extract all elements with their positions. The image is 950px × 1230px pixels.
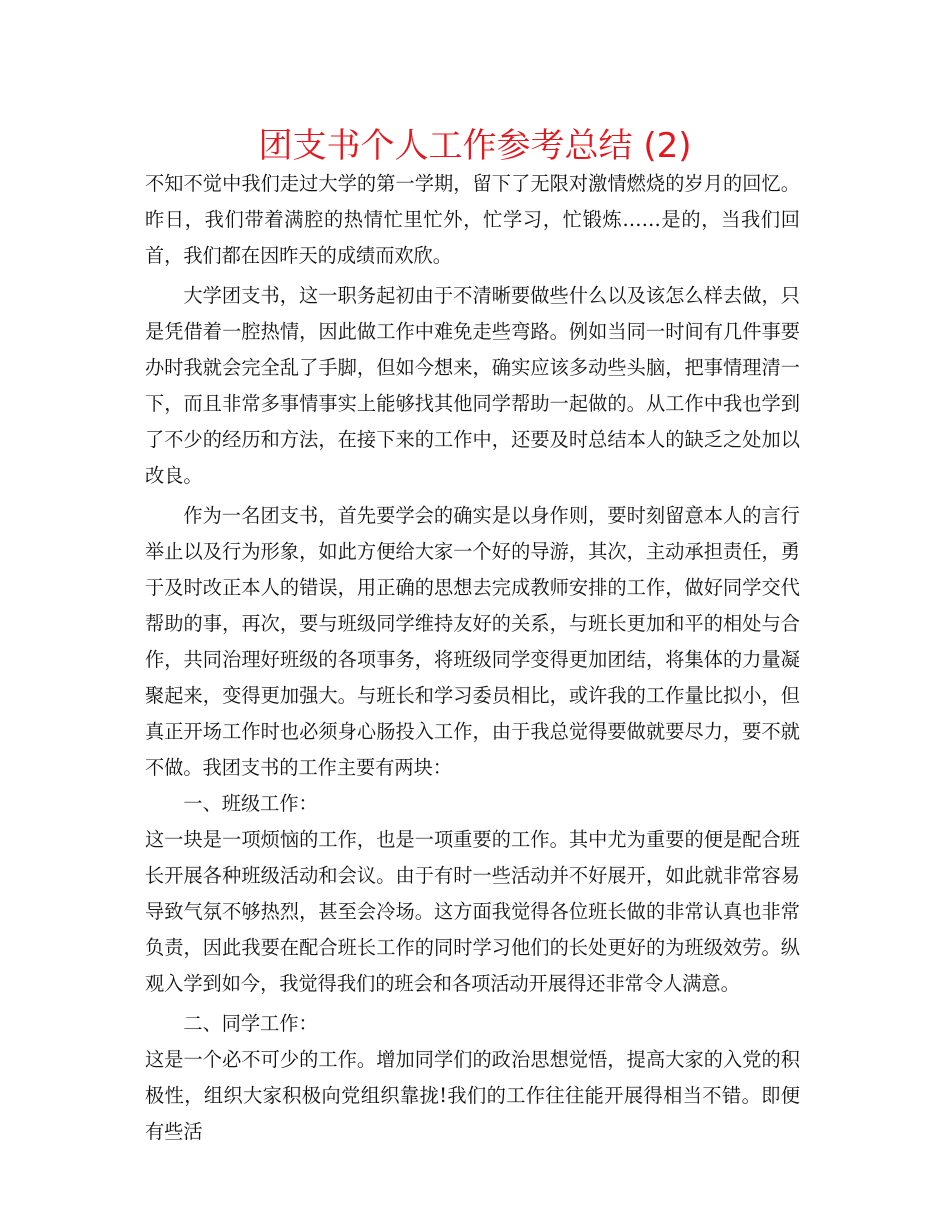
document-body	[145, 166, 800, 1150]
section-heading-classmate-work: 二、同学工作：	[183, 1012, 318, 1035]
document-title: 团支书个人工作参考总结 (2)	[258, 126, 692, 166]
paragraph-class-work: 这一块是一项烦恼的工作，也是一项重要的工作。其中尤为重要的便是配合班长开展各种班级活动和会议。由于有时一些活动并不好展开，如此就非常容易导致气氛不够热烈，甚至会冷场。这方面我觉得各位班长做的非常认真也非常负责，因此我要在配合班长工作的同时学习他们的长处更好的为班级效劳。纵观入学到如今，我觉得我们的班会和各项活动开展得还非常令人满意。	[145, 828, 800, 995]
paragraph-classmate-work: 这是一个必不可少的工作。增加同学们的政治思想觉悟，提高大家的入党的积极性，组织大家积极向党组织靠拢!我们的工作往往能开展得相当不错。即便有些活	[145, 1048, 800, 1143]
paragraph-duties: 作为一名团支书，首先要学会的确实是以身作则，要时刻留意本人的言行举止以及行为形象，如此方便给大家一个好的导游，其次，主动承担责任，勇于及时改正本人的错误，用正确的思想去完成教师安排的工作，做好同学交代帮助的事，再次，要与班级同学维持友好的关系，与班长更加和平的相处与合作，共同治理好班级的各项事务，将班级同学变得更加团结，将集体的力量凝聚起来，变得更加强大。与班长和学习委员相比，或许我的工作量比拟小，但真正开场工作时也必须身心肠投入工作，由于我总觉得要做就要尽力，要不就不做。我团支书的工作主要有两块：	[145, 504, 800, 779]
paragraph-role: 大学团支书，这一职务起初由于不清晰要做些什么以及该怎么样去做，只是凭借着一腔热情，因此做工作中难免走些弯路。例如当同一时间有几件事要办时我就会完全乱了手脚，但如今想来，确实应该多动些头脑，把事情理清一下，而且非常多事情事实上能够找其他同学帮助一起做的。从工作中我也学到了不少的经历和方法，在接下来的工作中，还要及时总结本人的缺乏之处加以改良。	[145, 284, 800, 487]
section-heading-class-work: 一、班级工作：	[183, 792, 318, 815]
paragraph-intro: 不知不觉中我们走过大学的第一学期，留下了无限对激情燃烧的岁月的回忆。昨日，我们带着满腔的热情忙里忙外，忙学习，忙锻炼……是的，当我们回首，我们都在因昨天的成绩而欢欣。	[145, 172, 800, 267]
